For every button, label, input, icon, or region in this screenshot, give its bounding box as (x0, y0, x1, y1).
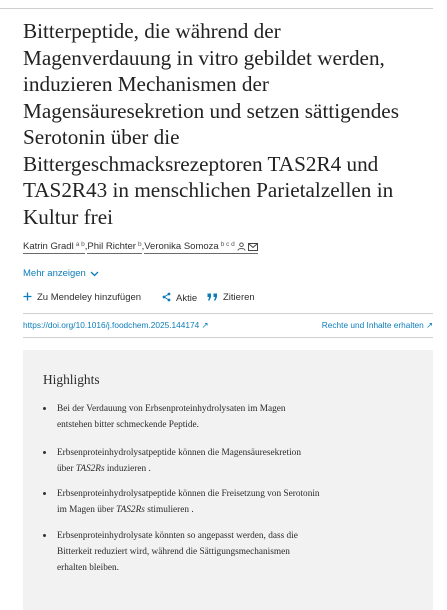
show-more-button[interactable] (23, 268, 99, 279)
chevron-down-icon (90, 271, 99, 277)
author-separator: , (84, 241, 88, 252)
title-line: Serotonin über die (23, 125, 180, 149)
highlight-item (57, 486, 397, 518)
highlight-text: Bitterkeit reduziert wird, während die Sättigungsmechanismen (57, 547, 290, 557)
highlight-item (57, 528, 397, 576)
highlight-text: Bei der Verdauung von Erbsenproteinhydrolysaten im Magen (57, 404, 286, 414)
doi-link[interactable] (23, 320, 208, 330)
envelope-icon[interactable] (248, 243, 258, 251)
article-title (23, 18, 433, 230)
highlight-text: erhalten bleiben. (57, 563, 119, 573)
author-separator: , (141, 241, 145, 252)
highlight-text: Erbsenproteinhydrolysatpeptide können die Freisetzung von Serotonin (57, 489, 320, 499)
bullet-icon (43, 534, 46, 537)
author-list (23, 241, 258, 252)
top-divider (0, 8, 433, 9)
author-name: Veronika Somoza (144, 241, 219, 252)
show-more-label: Mehr anzeigen (23, 268, 86, 279)
highlights-panel (23, 350, 433, 610)
action-label: Aktie (176, 293, 198, 304)
author-name: Katrin Gradl (23, 241, 74, 252)
highlight-text: Erbsenproteinhydrolysate könnten so angepasst werden, dass die (57, 531, 298, 541)
title-line: Magensäuresekretion und setzen sättigendes (23, 98, 399, 123)
divider (23, 313, 433, 314)
share-icon (162, 292, 171, 305)
text-fragment: über (57, 464, 76, 474)
text-fragment: stimulieren . (144, 505, 194, 515)
highlight-text: entstehen bitter schmeckende Peptide. (57, 420, 199, 430)
bullet-icon (43, 407, 46, 410)
author-link[interactable] (23, 241, 85, 254)
plus-icon (23, 292, 32, 304)
title-line: induzieren Mechanismen der (23, 72, 269, 96)
author-link[interactable] (141, 241, 258, 254)
add-to-mendeley-button[interactable] (23, 292, 141, 304)
divider (23, 337, 433, 338)
title-line: Kultur frei (23, 204, 114, 229)
title-line: Bitterpeptide, die während der (23, 19, 281, 43)
title-line: Bittergeschmacksrezeptoren TAS2R4 und (23, 151, 379, 176)
highlight-text: Erbsenproteinhydrolysatpeptide können die Magensäuresekretion (57, 448, 301, 458)
highlight-item (57, 445, 397, 477)
title-line: Magenverdauung in vitro gebildet werden, (23, 45, 385, 70)
affiliation-marks: b (137, 241, 142, 248)
external-link-icon: ↗ (201, 320, 209, 330)
affiliation-marks: a b (75, 241, 85, 248)
text-fragment: im Magen über (57, 505, 117, 515)
rights-link[interactable] (322, 320, 433, 330)
person-icon (237, 242, 246, 251)
highlight-text (57, 461, 397, 477)
external-link-icon: ↗ (426, 320, 433, 330)
bullet-icon (43, 492, 46, 495)
highlight-item (57, 401, 397, 433)
action-label: Zitieren (223, 292, 255, 303)
share-button[interactable] (162, 292, 197, 305)
bullet-icon (43, 451, 46, 454)
quote-icon (207, 293, 218, 304)
rights-text: Rechte und Inhalte erhalten (321, 320, 424, 330)
title-line: TAS2R43 in menschlichen Parietalzellen in (23, 178, 394, 202)
italic-term: TAS2Rs (75, 464, 105, 474)
action-label: Zu Mendeley hinzufügen (37, 292, 142, 303)
affiliation-marks: b c d (220, 241, 235, 248)
highlight-text (57, 502, 397, 518)
text-fragment: induzieren . (104, 464, 151, 474)
cite-button[interactable] (207, 292, 255, 304)
author-name: Phil Richter (87, 241, 136, 252)
italic-term: TAS2Rs (116, 505, 145, 515)
author-link[interactable] (84, 241, 142, 254)
doi-text: https://doi.org/10.1016/j.foodchem.2025.144174 (23, 320, 200, 330)
highlights-heading: Highlights (43, 372, 100, 387)
